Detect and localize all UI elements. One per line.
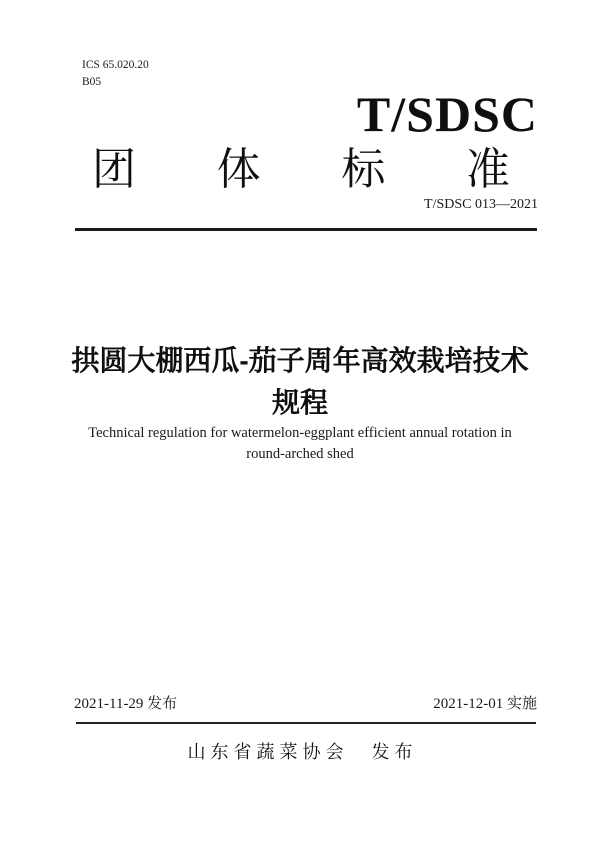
standard-title-zh	[0, 340, 600, 424]
title-zh-line1: 拱圆大棚西瓜-茄子周年高效栽培技术	[71, 345, 529, 376]
doc-type-char: 体	[216, 145, 261, 194]
doc-type-title	[92, 145, 510, 195]
dates-row	[74, 692, 537, 713]
header-rule	[75, 228, 537, 231]
doc-type-char: 标	[341, 145, 386, 194]
title-zh-line2: 规程	[271, 387, 328, 418]
standard-org-code: T/SDSC	[356, 86, 538, 142]
ics-classification	[82, 57, 149, 91]
doc-type-char: 团	[92, 145, 136, 194]
standard-number: T/SDSC 013—2021	[424, 197, 538, 212]
title-en-line1: Technical regulation for watermelon-eggplant efficient annual rotation in	[88, 425, 512, 441]
standard-title-en	[0, 423, 600, 465]
ics-code: ICS 65.020.20	[82, 59, 149, 71]
issue-date: 2021-11-29 发布	[74, 696, 178, 712]
footer-rule	[76, 722, 536, 724]
publisher-line: 山东省蔬菜协会 发布	[187, 742, 418, 762]
ccs-code: B05	[82, 76, 102, 88]
title-en-line2: round-arched shed	[246, 446, 354, 462]
implement-date: 2021-12-01 实施	[433, 696, 537, 712]
doc-type-char: 准	[465, 145, 510, 194]
